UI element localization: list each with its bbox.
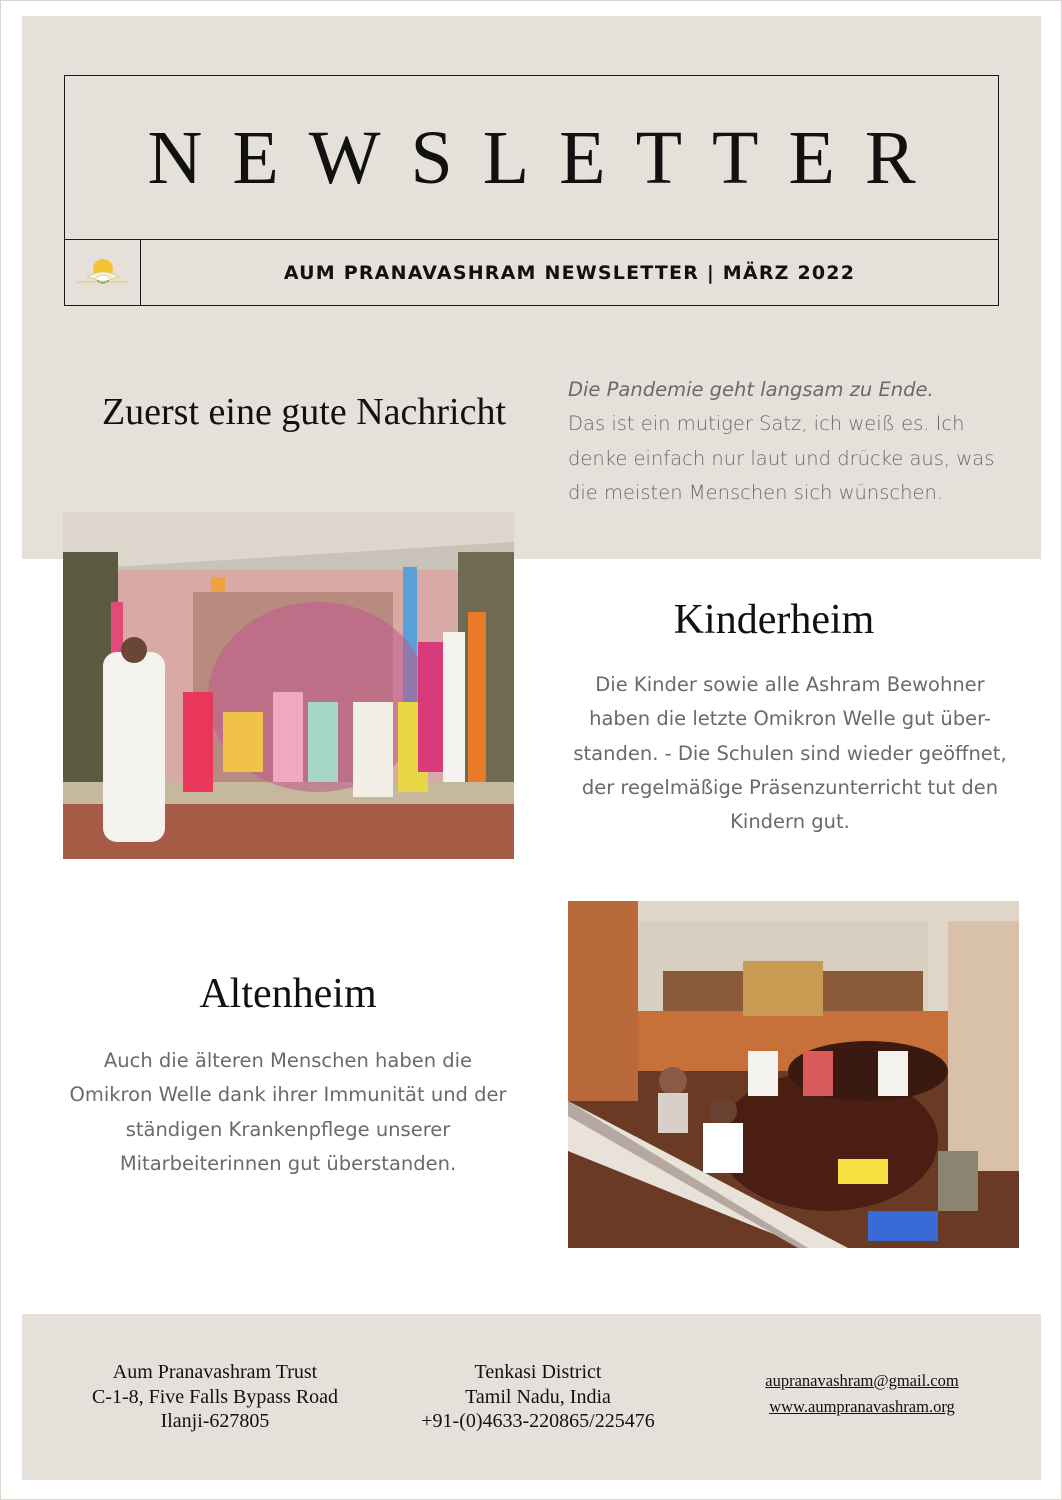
altenheim-line: Omikron Welle dank ihrer Immunität und der (69, 1083, 507, 1107)
kinderheim-line: der regelmäßige Präsenzunterricht tut den (581, 775, 999, 799)
intro-text (568, 373, 1008, 510)
intro-line: denke einfach nur laut und drücke aus, was (568, 446, 995, 470)
altenheim-line: Mitarbeiterinnen gut überstanden. (119, 1151, 457, 1175)
footer-address-line: C-1-8, Five Falls Bypass Road (91, 1385, 339, 1408)
footer-contact (730, 1368, 994, 1420)
children-group-photo (63, 512, 514, 859)
intro-line: Das ist ein mutiger Satz, ich weiß es. Ich (568, 412, 965, 436)
elders-hall-photo (568, 901, 1019, 1248)
lotus-icon (73, 253, 133, 293)
website-link[interactable]: www.aumpranavashram.org (769, 1397, 955, 1416)
kinderheim-line: standen. - Die Schulen sind wieder geöffnet, (573, 741, 1007, 765)
footer-address-line: Ilanji-627805 (160, 1410, 270, 1432)
footer-address-line: Aum Pranavashram Trust (112, 1361, 318, 1383)
footer-address (70, 1360, 360, 1434)
intro-line: die meisten Menschen sich wünschen. (568, 480, 944, 504)
kinderheim-text (568, 668, 1012, 839)
newsletter-subtitle: AUM PRANAVASHRAM NEWSLETTER | MÄRZ 2022 (283, 261, 856, 284)
kinderheim-heading: Kinderheim (673, 597, 875, 643)
altenheim-line: ständigen Krankenpflege unserer (125, 1117, 451, 1141)
newsletter-title: NEWSLETTER (147, 116, 946, 200)
logo-cell (65, 240, 141, 305)
intro-heading: Zuerst eine gute Nachricht (101, 391, 507, 433)
masthead-title-row (65, 76, 998, 240)
footer-region-line: Tenkasi District (474, 1361, 602, 1383)
altenheim-text (64, 1044, 512, 1181)
footer-region (400, 1360, 676, 1434)
intro-lead: Die Pandemie geht langsam zu Ende. (568, 378, 934, 401)
kinderheim-line: Die Kinder sowie alle Ashram Bewohner (595, 673, 985, 696)
masthead (64, 75, 999, 306)
footer-region-line: Tamil Nadu, India (465, 1385, 611, 1408)
altenheim-line: Auch die älteren Menschen haben die (103, 1049, 473, 1072)
kinderheim-line: haben die letzte Omikron Welle gut über- (589, 707, 991, 731)
kinderheim-line: Kindern gut. (730, 810, 850, 834)
email-link[interactable]: aupranavashram@gmail.com (765, 1371, 959, 1390)
footer-phone: +91-(0)4633-220865/225476 (421, 1410, 655, 1432)
altenheim-heading: Altenheim (199, 971, 377, 1017)
